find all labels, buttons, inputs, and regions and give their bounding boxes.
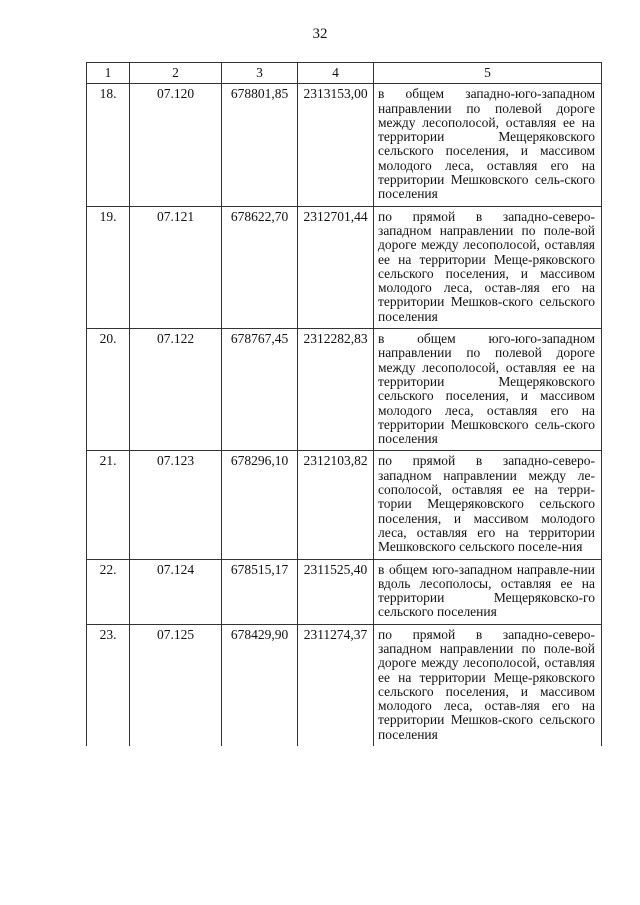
table-row [87, 559, 602, 624]
boundary-description: в общем западно-юго-западном направлении по полевой дороге между лесополосой, оставляя ее на территории Мещеряковского сельского поселения, и массивом молодого леса, оставляя его на территории Мешковского сель-ского поселения [374, 84, 602, 206]
row-number: 20. [87, 329, 130, 451]
header-col-5: 5 [374, 63, 602, 84]
boundary-description: по прямой в западно-северо-западном направлении между ле-сополосой, оставляя ее на терри-тории Мещеряковского сельского поселения, и массивом молодого леса, оставляя его на территории Мешковского сельского поселе-ния [374, 451, 602, 559]
page-number: 32 [312, 26, 328, 42]
table-row [87, 451, 602, 559]
header-col-2: 2 [130, 63, 222, 84]
table-header-row [87, 63, 602, 84]
coordinate-x: 678515,17 [222, 559, 298, 624]
header-col-3: 3 [222, 63, 298, 84]
table-row [87, 624, 602, 746]
coordinate-x: 678801,85 [222, 84, 298, 206]
boundary-table [86, 62, 602, 746]
row-number: 18. [87, 84, 130, 206]
coordinate-y: 2311525,40 [298, 559, 374, 624]
table-row [87, 206, 602, 328]
coordinate-x: 678429,90 [222, 624, 298, 746]
coordinate-y: 2311274,37 [298, 624, 374, 746]
point-code: 07.122 [130, 329, 222, 451]
row-number: 23. [87, 624, 130, 746]
point-code: 07.124 [130, 559, 222, 624]
row-number: 19. [87, 206, 130, 328]
coordinate-y: 2313153,00 [298, 84, 374, 206]
point-code: 07.121 [130, 206, 222, 328]
boundary-description: по прямой в западно-северо-западном направлении по поле-вой дороге между лесополосой, оставляя ее на территории Меще-ряковского сельского поселения, и массивом молодого леса, остав-ляя его на территории Мешков-ского сельского поселения [374, 624, 602, 746]
coordinate-x: 678296,10 [222, 451, 298, 559]
header-col-1: 1 [87, 63, 130, 84]
table-row [87, 84, 602, 206]
coordinate-x: 678767,45 [222, 329, 298, 451]
row-number: 22. [87, 559, 130, 624]
row-number: 21. [87, 451, 130, 559]
point-code: 07.125 [130, 624, 222, 746]
boundary-description: в общем юго-западном направле-нии вдоль лесополосы, оставляя ее на территории Мещеряковско-го сельского поселения [374, 559, 602, 624]
header-col-4: 4 [298, 63, 374, 84]
point-code: 07.123 [130, 451, 222, 559]
coordinate-y: 2312282,83 [298, 329, 374, 451]
coordinate-y: 2312701,44 [298, 206, 374, 328]
boundary-description: по прямой в западно-северо-западном направлении по поле-вой дороге между лесополосой, оставляя ее на территории Меще-ряковского сельского поселения, и массивом молодого леса, остав-ляя его на территории Мешков-ского сельского поселения [374, 206, 602, 328]
table-row [87, 329, 602, 451]
coordinate-y: 2312103,82 [298, 451, 374, 559]
point-code: 07.120 [130, 84, 222, 206]
boundary-description: в общем юго-юго-западном направлении по полевой дороге между лесополосой, оставляя ее на территории Мещеряковского сельского поселения, и массивом молодого леса, оставляя его на территории Мешковского сель-ского поселения [374, 329, 602, 451]
coordinate-x: 678622,70 [222, 206, 298, 328]
